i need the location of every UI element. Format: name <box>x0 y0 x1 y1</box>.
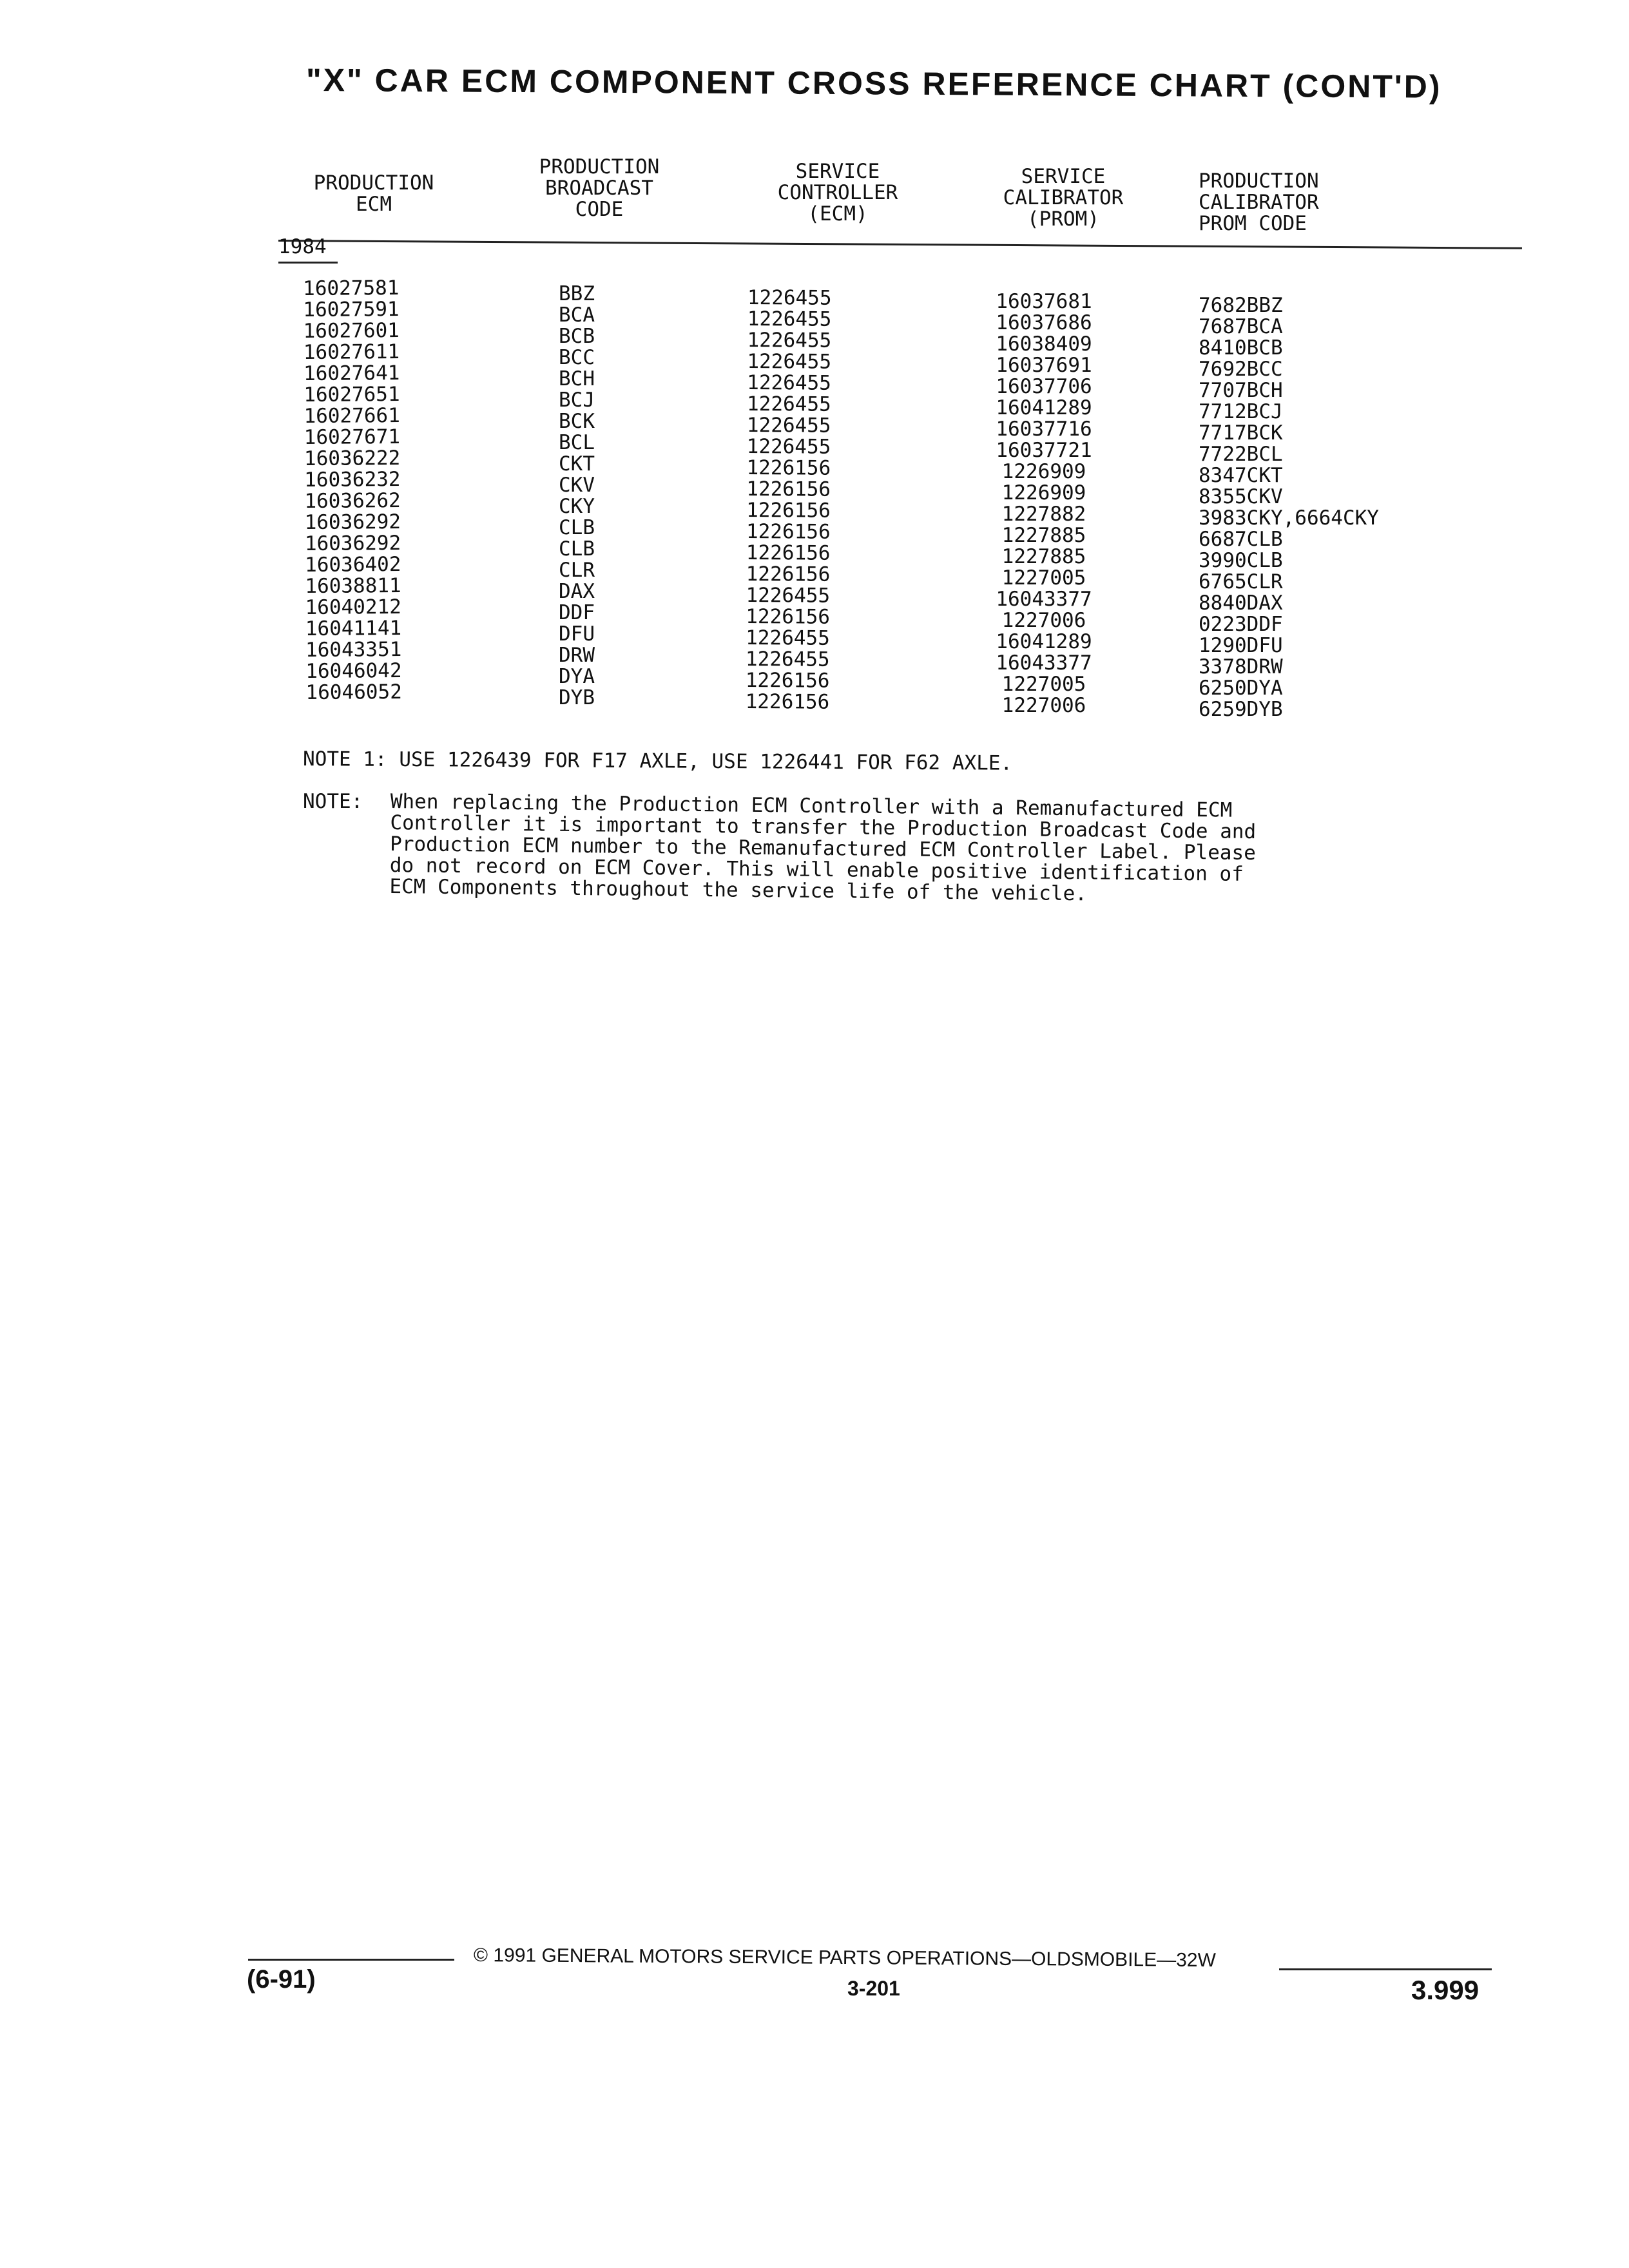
column-broadcast-code <box>551 284 602 709</box>
column-service-calibrator <box>979 291 1108 716</box>
cell-broadcast-code: DRW <box>559 644 595 667</box>
header-production-ecm: PRODUCTION ECM <box>313 171 434 216</box>
year-underline <box>278 262 338 264</box>
cell-production-ecm: 16036222 <box>304 446 401 470</box>
cell-service-controller: 1226156 <box>745 668 830 693</box>
cell-broadcast-code: DYB <box>559 686 595 709</box>
cell-production-ecm: 16040212 <box>305 595 402 619</box>
column-production-ecm <box>303 278 402 704</box>
cell-production-ecm: 16036292 <box>304 510 401 534</box>
cell-broadcast-code: BCJ <box>559 389 595 412</box>
page-title: "X" CAR ECM COMPONENT CROSS REFERENCE CHART (CONT'D) <box>305 62 1442 105</box>
note-2-label: NOTE: <box>303 790 363 813</box>
year-label: 1984 <box>278 235 327 258</box>
cell-production-calibrator: 3983CKY,6664CKY <box>1199 506 1379 530</box>
footer-section-number: 3.999 <box>1411 1975 1480 2005</box>
cell-service-controller: 1226156 <box>746 562 831 586</box>
cell-broadcast-code: BCK <box>559 410 595 433</box>
cell-service-controller: 1226156 <box>746 477 831 501</box>
cell-service-calibrator: 1227885 <box>1001 545 1086 568</box>
cell-service-calibrator: 16037691 <box>996 354 1092 377</box>
cell-broadcast-code: BCA <box>559 303 595 327</box>
cell-service-calibrator: 16037706 <box>996 375 1092 398</box>
cell-service-controller: 1226455 <box>747 328 832 352</box>
cell-production-calibrator: 7717BCK <box>1199 421 1283 445</box>
cell-service-calibrator: 1227005 <box>1001 566 1086 590</box>
cell-production-ecm: 16036402 <box>304 552 401 577</box>
header-production-broadcast-code: PRODUCTION BROADCAST CODE <box>539 155 660 221</box>
cell-service-controller: 1226455 <box>747 349 832 374</box>
cell-service-calibrator: 16037716 <box>996 418 1092 441</box>
cell-service-controller: 1226455 <box>746 413 831 437</box>
cell-production-ecm: 16036292 <box>304 531 401 555</box>
cell-service-controller: 1226455 <box>746 434 831 459</box>
cell-broadcast-code: DYA <box>559 665 595 688</box>
cell-service-controller: 1226156 <box>746 541 831 565</box>
cell-service-controller: 1226156 <box>746 604 831 629</box>
cell-broadcast-code: BCC <box>559 346 595 369</box>
cell-production-calibrator: 1290DFU <box>1199 634 1283 657</box>
cell-production-calibrator: 7687BCA <box>1199 315 1283 338</box>
cell-service-controller: 1226455 <box>747 286 832 310</box>
cell-production-ecm: 16038811 <box>305 573 401 598</box>
cell-production-calibrator: 6259DYB <box>1199 698 1283 721</box>
cell-production-calibrator: 6765CLR <box>1199 570 1283 593</box>
cell-service-calibrator: 16038409 <box>996 332 1092 356</box>
cell-production-calibrator: 8840DAX <box>1199 591 1283 615</box>
cell-production-ecm: 16041141 <box>305 616 402 640</box>
cell-service-calibrator: 1226909 <box>1001 460 1086 483</box>
cell-production-ecm: 16027641 <box>303 361 400 385</box>
cell-production-ecm: 16027661 <box>304 403 400 428</box>
cell-service-calibrator: 16037686 <box>996 311 1092 334</box>
cell-broadcast-code: BBZ <box>559 282 595 305</box>
cell-production-calibrator: 6250DYA <box>1199 677 1283 700</box>
cell-production-calibrator: 8355CKV <box>1199 485 1283 508</box>
cell-broadcast-code: BCB <box>559 325 595 348</box>
cell-production-ecm: 16046052 <box>305 680 402 704</box>
cell-service-calibrator: 16041289 <box>996 630 1092 653</box>
column-service-controller <box>746 287 832 713</box>
header-divider <box>278 240 1522 249</box>
cell-service-calibrator: 1227006 <box>1001 694 1086 717</box>
cell-production-ecm: 16027651 <box>304 382 400 407</box>
cell-service-calibrator: 16043377 <box>996 651 1092 675</box>
cell-broadcast-code: CLB <box>559 537 595 561</box>
cell-service-controller: 1226156 <box>746 519 831 544</box>
cell-service-controller: 1226156 <box>745 689 830 714</box>
cell-production-ecm: 16046042 <box>305 658 402 683</box>
cell-broadcast-code: BCH <box>559 367 595 390</box>
column-production-calibrator <box>1199 295 1379 720</box>
footer-rule-right <box>1279 1968 1492 1970</box>
cell-broadcast-code: DAX <box>559 580 595 603</box>
cell-production-ecm: 16027611 <box>303 340 400 364</box>
cell-production-calibrator: 7692BCC <box>1199 358 1283 381</box>
cell-broadcast-code: CKY <box>559 495 595 518</box>
cell-service-controller: 1226455 <box>746 392 831 416</box>
cell-service-calibrator: 1226909 <box>1001 481 1086 505</box>
cell-production-calibrator: 7722BCL <box>1199 443 1283 466</box>
cell-service-calibrator: 1227006 <box>1001 609 1086 632</box>
cell-broadcast-code: CKT <box>559 452 595 476</box>
cell-production-ecm: 16043351 <box>305 637 402 662</box>
cell-production-ecm: 16027591 <box>303 297 400 322</box>
footer-page-number: 3-201 <box>847 1977 900 2000</box>
cell-production-calibrator: 0223DDF <box>1199 613 1283 636</box>
cell-service-calibrator: 16043377 <box>996 588 1092 611</box>
cell-broadcast-code: CKV <box>559 474 595 497</box>
footer-rule-left <box>248 1959 454 1961</box>
header-service-controller: SERVICE CONTROLLER (ECM) <box>777 160 898 226</box>
header-production-calibrator: PRODUCTION CALIBRATOR PROM CODE <box>1199 169 1319 235</box>
cell-broadcast-code: CLB <box>559 516 595 539</box>
cell-production-calibrator: 3990CLB <box>1199 549 1283 572</box>
cell-broadcast-code: DDF <box>559 601 595 624</box>
cell-production-calibrator: 6687CLB <box>1199 528 1283 551</box>
cell-production-ecm: 16036262 <box>304 488 401 513</box>
footer-copyright: © 1991 GENERAL MOTORS SERVICE PARTS OPERATIONS—OLDSMOBILE—32W <box>473 1945 1216 1972</box>
cell-service-controller: 1226156 <box>746 498 831 523</box>
cell-service-controller: 1226455 <box>746 583 831 608</box>
cell-production-ecm: 16027671 <box>304 425 401 449</box>
cell-service-controller: 1226455 <box>746 626 830 650</box>
header-service-calibrator: SERVICE CALIBRATOR (PROM) <box>1003 165 1124 231</box>
cell-production-ecm: 16027601 <box>303 318 400 343</box>
cell-service-calibrator: 1227005 <box>1001 673 1086 696</box>
cell-production-calibrator: 7682BBZ <box>1199 294 1283 317</box>
cell-service-calibrator: 1227885 <box>1001 524 1086 547</box>
cell-broadcast-code: BCL <box>559 431 595 454</box>
cell-service-controller: 1226455 <box>745 647 830 671</box>
cell-service-calibrator: 16041289 <box>996 396 1092 419</box>
cell-production-calibrator: 7712BCJ <box>1199 400 1283 423</box>
cell-service-controller: 1226455 <box>747 307 832 331</box>
cell-service-calibrator: 16037721 <box>996 439 1092 462</box>
note-1: NOTE 1: USE 1226439 FOR F17 AXLE, USE 1226441 FOR F62 AXLE. <box>302 747 1013 775</box>
cell-broadcast-code: DFU <box>559 622 595 646</box>
cell-service-controller: 1226156 <box>746 456 831 480</box>
cell-service-calibrator: 1227882 <box>1001 503 1086 526</box>
note-2-text: When replacing the Production ECM Controller with a Remanufactured ECM Controller it is important to transfer the Production Broadcast Code and Production ECM number to the Remanufactured ECM Controller Label. Please do not record on ECM Cover. This will enable positive identification of ECM Components throughout the service life of the vehicle. <box>389 790 1257 906</box>
cell-production-calibrator: 8347CKT <box>1199 464 1283 487</box>
cell-production-calibrator: 3378DRW <box>1199 655 1283 678</box>
cell-service-controller: 1226455 <box>747 370 831 395</box>
cell-production-ecm: 16027581 <box>302 276 400 300</box>
cell-production-ecm: 16036232 <box>304 467 401 492</box>
cell-broadcast-code: CLR <box>559 559 595 582</box>
cell-service-calibrator: 16037681 <box>996 290 1092 313</box>
footer-date: (6-91) <box>247 1965 316 1994</box>
cell-production-calibrator: 7707BCH <box>1199 379 1283 402</box>
cell-production-calibrator: 8410BCB <box>1199 336 1283 360</box>
